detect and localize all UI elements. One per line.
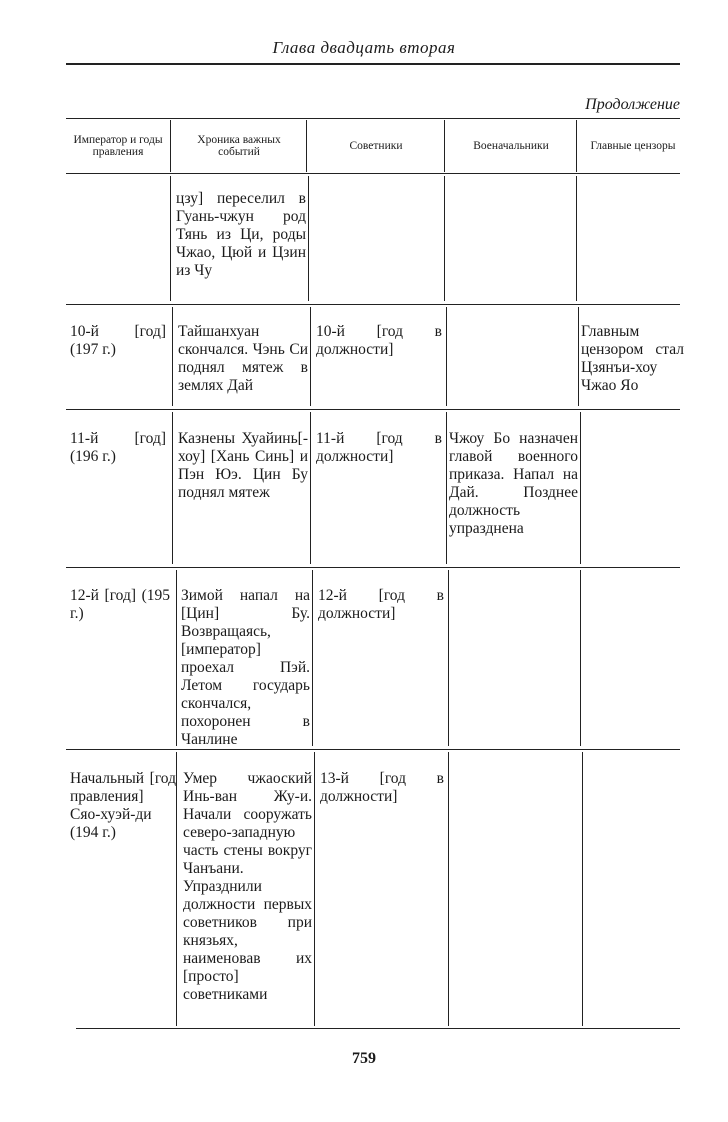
table-bottom-rule [76,1028,680,1029]
row-separator [66,567,680,568]
column-divider [448,570,449,746]
column-divider [446,412,447,564]
column-divider [580,412,581,564]
cell-year: 12-й [год] (195 г.) [70,587,170,622]
column-divider [306,120,307,172]
cell-chronicle: цзу] переселил в Гуань-чжун род Тянь из Ци, роды Чжао, Цюй и Цзин из Чу [176,190,306,279]
cell-advisors: 12-й [год в должности] [318,587,444,622]
continued-label: Продолжение [585,96,680,113]
column-header-chronicle: Хроника важных событий [197,134,281,158]
table-head-rule [66,173,680,174]
cell-chronicle: Казнены Хуайинь[-хоу] [Хань Синь] и Пэн Юэ. Цин Бу поднял мятеж [178,430,308,501]
column-divider [310,412,311,564]
column-divider [314,752,315,1026]
column-divider [176,570,177,746]
page-header: Глава двадцать вторая [272,38,456,57]
row-separator [66,409,680,410]
column-divider [576,120,577,172]
page-number: 759 [352,1050,376,1067]
column-divider [444,120,445,172]
column-divider [170,120,171,172]
header-rule [66,63,680,65]
column-header-censors: Главные цензоры [590,140,676,152]
column-divider [172,307,173,406]
row-separator [66,749,680,750]
column-divider [172,412,173,564]
cell-commanders: Чжоу Бо назначен главой военного приказа. Напал на Дай. Позднее должность упразднена [449,430,578,537]
cell-advisors: 10-й [год в должности] [316,323,442,358]
column-divider [582,752,583,1026]
column-header-emperor: Император и годы правления [73,134,163,158]
column-divider [310,307,311,406]
column-divider [170,176,171,301]
cell-chronicle: Тайшанхуан скончался. Чэнь Си поднял мятеж в землях Дай [178,323,308,394]
column-divider [312,570,313,746]
cell-chronicle: Умер чжаоский Инь-ван Жу-и. Начали сооружать северо-западную часть стены вокруг Чанъани. Упразднили должности первых советников при князьях, наименовав их [просто] советниками [183,770,312,1003]
cell-advisors: 11-й [год в должности] [316,430,442,465]
column-divider [176,752,177,1026]
column-header-advisors: Советники [349,140,403,152]
cell-year: 11-й [год] (196 г.) [70,430,166,465]
column-divider [578,307,579,406]
column-divider [576,176,577,301]
column-header-commanders: Военачальники [473,140,549,152]
column-divider [446,307,447,406]
cell-year: 10-й [год] (197 г.) [70,323,166,358]
column-divider [448,752,449,1026]
column-divider [444,176,445,301]
column-divider [580,570,581,746]
cell-year: Начальный [год правления] Сяо-хуэй-ди (194 г.) [70,770,176,841]
cell-advisors: 13-й [год в должности] [320,770,444,805]
column-divider [308,176,309,301]
cell-chronicle: Зимой напал на [Цин] Бу. Возвращаясь, [император] проехал Пэй. Летом государь скончался, похоронен в Чанлине [181,587,310,748]
table-top-rule [66,118,680,119]
row-separator [66,304,680,305]
cell-censors: Главным цензором стал Цзянъи-хоу Чжао Яо [581,323,684,394]
